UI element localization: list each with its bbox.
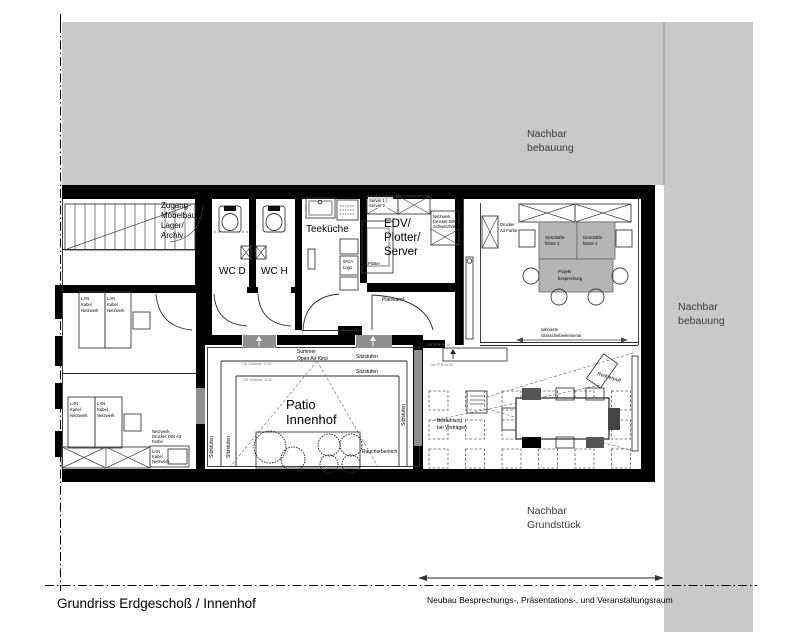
plotter-label: Plotter xyxy=(368,261,381,266)
neighbor-bottom-label: Nachbar xyxy=(527,505,567,517)
chair xyxy=(522,388,541,400)
chair xyxy=(586,437,604,448)
svg-text:führer 1: führer 1 xyxy=(583,241,598,246)
teekueche-label: Teeküche xyxy=(306,224,349,235)
wc-h-label: WC H xyxy=(261,266,288,277)
chair xyxy=(522,437,541,448)
svg-text:Archiv: Archiv xyxy=(161,231,184,240)
svg-text:Netzwerk: Netzwerk xyxy=(81,308,99,313)
sitzstufen-label: Sitzstufen xyxy=(356,369,378,375)
server-rack-label: Server 2 xyxy=(369,203,385,208)
svg-text:führer 2: führer 2 xyxy=(545,241,560,246)
svg-text:besprechung: besprechung xyxy=(558,276,583,281)
patio-label: Innenhof xyxy=(286,412,337,427)
copier-label: A3 Farbe xyxy=(500,228,518,233)
chair xyxy=(608,408,620,430)
summer-kino-label: Open Air Kino xyxy=(297,356,328,362)
glass-slider-label: satinierte xyxy=(541,327,558,332)
server-rack-label: Server 1 / xyxy=(369,198,388,203)
patio-level-mark: OK Gelände -0.15 xyxy=(242,362,271,366)
patio-glass-door xyxy=(414,350,422,446)
svg-text:Netzwerk: Netzwerk xyxy=(97,413,115,418)
sitzstufen-label: Sitzstufen xyxy=(226,436,232,458)
drawing-title: Grundriss Erdgeschoß / Innenhof xyxy=(57,596,256,611)
svg-text:Schwarz/Weiß: Schwarz/Weiß xyxy=(433,224,460,229)
printer-a3-label: Netzwerk xyxy=(152,429,170,434)
step-level-mark: OK FFB +0.10 xyxy=(427,343,451,347)
svg-text:LAN: LAN xyxy=(81,296,90,301)
svg-text:Kabel: Kabel xyxy=(107,302,118,307)
svg-text:Logo: Logo xyxy=(343,265,353,270)
svg-text:Kabel: Kabel xyxy=(152,454,163,459)
svg-text:Lager/: Lager/ xyxy=(161,221,184,230)
svg-text:Netzwerk: Netzwerk xyxy=(107,308,125,313)
neighbor-top-label: bebauung xyxy=(527,142,574,154)
raucherbereich-label: Raucherbereich xyxy=(362,449,398,455)
svg-text:Drucker DIN: Drucker DIN xyxy=(433,219,457,224)
neighbor-right-label: Nachbar xyxy=(678,301,718,313)
svg-text:LAN: LAN xyxy=(152,449,161,454)
svg-text:LAN: LAN xyxy=(107,296,116,301)
svg-text:Kabel: Kabel xyxy=(70,407,81,412)
neighbor-bottom-label: Grundstück xyxy=(527,519,581,531)
bestuhlung-label: Bestuhlung xyxy=(437,418,463,424)
svg-text:Netzwerk: Netzwerk xyxy=(433,214,451,219)
office-2-door xyxy=(196,388,205,424)
svg-text:Geschäfts-: Geschäfts- xyxy=(545,235,566,240)
neighbor-building-top xyxy=(62,22,664,185)
sitzstufen-label: Sitzstufen xyxy=(209,436,215,458)
step-level-mark: OK FFB ±0.00 xyxy=(430,363,453,367)
svg-text:Projekt: Projekt xyxy=(558,269,572,274)
planwand-label: Planwand xyxy=(382,297,404,303)
neighbor-top-label: Nachbar xyxy=(527,128,567,140)
summer-kino-label: Summer xyxy=(297,349,316,355)
svg-text:Netzwerk: Netzwerk xyxy=(70,413,88,418)
sitzstufen-label: Sitzstufen xyxy=(356,354,378,360)
svg-text:Kabel: Kabel xyxy=(97,407,108,412)
svg-text:Kabel: Kabel xyxy=(81,302,92,307)
conference-table xyxy=(516,398,609,439)
neighbor-building-right xyxy=(664,22,753,632)
glass-slider-label: Glasschiebeelemente xyxy=(541,333,582,338)
wc-d-label: WC D xyxy=(219,266,246,277)
copier-label: Drucker xyxy=(500,222,515,227)
svg-text:LAN: LAN xyxy=(70,401,79,406)
svg-text:Netzwerk: Netzwerk xyxy=(152,459,170,464)
rednerpult-label: Rednerpult xyxy=(596,371,622,385)
edv-room-label: Server xyxy=(384,246,418,258)
edv-room-label: Plotter/ xyxy=(384,232,421,244)
svg-text:Möbelbau/: Möbelbau/ xyxy=(161,211,199,220)
bestuhlung-label: bei Vorträgen xyxy=(437,425,467,431)
printer-a3-label: Drucker DIN A3 xyxy=(152,434,182,439)
project-label: Neubau Besprechungs-, Präsentations-, und Veranstaltungsraum xyxy=(427,595,673,605)
edv-room-label: EDV/ xyxy=(384,218,411,230)
neighbor-right-label: bebauung xyxy=(678,315,725,327)
sitzstufen-label: Sitzstufen xyxy=(401,404,407,426)
svg-text:LAN: LAN xyxy=(97,401,106,406)
svg-text:Geschäfts-: Geschäfts- xyxy=(583,235,604,240)
patio-label: Patio xyxy=(286,397,316,412)
svg-text:Zugang: Zugang xyxy=(161,201,189,210)
svg-text:WGA: WGA xyxy=(343,259,354,264)
patio-level-mark: OK Gelände -0.30 xyxy=(243,378,272,382)
printer-a3-label: Farbe xyxy=(152,439,163,444)
